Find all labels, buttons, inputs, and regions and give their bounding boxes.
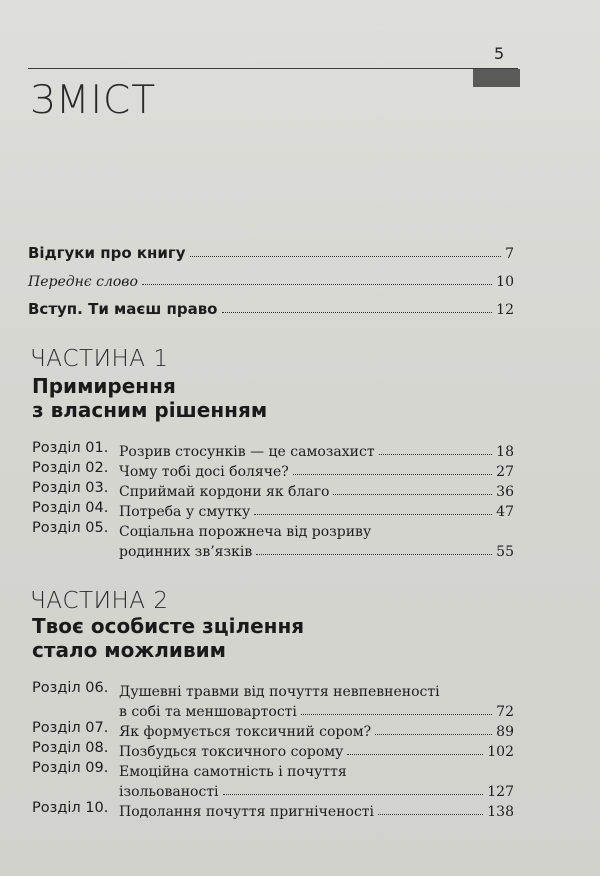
- dot-leader: [347, 753, 483, 755]
- chapter-label: Розділ 03.: [32, 480, 109, 496]
- dot-leader: [254, 513, 492, 515]
- part-title-line: Примирення: [32, 374, 176, 398]
- chapter-label: Розділ 02.: [32, 460, 109, 476]
- chapter-page: 102: [487, 744, 514, 760]
- toc-chapter-02[interactable]: [32, 460, 514, 480]
- chapter-label: Розділ 09.: [32, 760, 109, 776]
- chapter-page: 127: [487, 784, 514, 800]
- toc-entry-title: Відгуки про книгу: [28, 244, 186, 262]
- chapter-label: Розділ 01.: [32, 440, 109, 456]
- toc-entry-page: 7: [505, 246, 514, 262]
- header-rule: [28, 68, 518, 69]
- toc-chapter-03[interactable]: [32, 480, 514, 500]
- dot-leader: [378, 813, 483, 815]
- chapter-title: Розрив стосунків — це самозахист: [119, 444, 375, 460]
- chapter-page: 72: [496, 704, 514, 720]
- toc-chapter-08[interactable]: [32, 740, 514, 760]
- toc-entry-page: 10: [496, 274, 514, 290]
- toc-chapter-04[interactable]: [32, 500, 514, 520]
- chapter-label: Розділ 07.: [32, 720, 109, 736]
- part-label: ЧАСТИНА 1: [30, 346, 169, 372]
- toc-chapter-10[interactable]: [32, 800, 514, 820]
- toc-entry-introduction[interactable]: [28, 296, 514, 318]
- header-tab-marker: [473, 69, 520, 87]
- chapter-title: Соціальна порожнеча від розриву: [119, 524, 372, 540]
- toc-entry-title: Вступ. Ти маєш право: [28, 300, 218, 318]
- toc-entry-title: Переднє слово: [28, 274, 138, 290]
- toc-chapter-06[interactable]: [32, 680, 514, 720]
- toc-entry-foreword[interactable]: [28, 268, 514, 290]
- dot-leader: [375, 733, 492, 735]
- chapter-page: 89: [496, 724, 514, 740]
- toc-chapter-05[interactable]: [32, 520, 514, 560]
- part-title: [32, 374, 267, 422]
- dot-leader: [142, 283, 492, 285]
- chapter-title-continued: в собі та меншовартості: [119, 704, 297, 720]
- chapter-title-continued: ізольованості: [119, 784, 219, 800]
- chapter-title: Чому тобі досі боляче?: [119, 464, 289, 480]
- chapter-title: Душевні травми від почуття невпевненості: [119, 684, 440, 700]
- chapter-title: Емоційна самотність і почуття: [119, 764, 347, 780]
- part-title-line: з власним рішенням: [32, 398, 268, 422]
- chapter-title: Як формується токсичний сором?: [119, 724, 372, 740]
- chapter-page: 27: [496, 464, 514, 480]
- toc-entry-reviews[interactable]: [28, 240, 514, 262]
- chapter-title: Сприймай кордони як благо: [119, 484, 330, 500]
- part-title-line: стало можливим: [32, 638, 226, 662]
- chapter-label: Розділ 04.: [32, 500, 109, 516]
- dot-leader: [190, 255, 502, 257]
- part-title-line: Твоє особисте зцілення: [32, 614, 305, 638]
- part-title: [32, 614, 304, 662]
- dot-leader: [293, 473, 492, 475]
- chapter-title: Подолання почуття пригніченості: [119, 804, 375, 820]
- toc-entry-page: 12: [496, 302, 514, 318]
- chapter-label: Розділ 10.: [32, 800, 109, 816]
- page-title: ЗМІСТ: [30, 78, 157, 123]
- page-number: 5: [494, 44, 505, 63]
- chapter-label: Розділ 05.: [32, 520, 109, 536]
- chapter-title: Позбудься токсичного сорому: [119, 744, 344, 760]
- dot-leader: [256, 553, 492, 555]
- dot-leader: [301, 713, 492, 715]
- chapter-label: Розділ 06.: [32, 680, 109, 696]
- part-label: ЧАСТИНА 2: [30, 588, 169, 614]
- chapter-label: Розділ 08.: [32, 740, 109, 756]
- toc-chapter-01[interactable]: [32, 440, 514, 460]
- dot-leader: [379, 453, 493, 455]
- chapter-page: 138: [487, 804, 514, 820]
- chapter-title-continued: родинних зв’язків: [119, 544, 253, 560]
- dot-leader: [333, 493, 492, 495]
- dot-leader: [223, 793, 484, 795]
- toc-chapter-09[interactable]: [32, 760, 514, 800]
- dot-leader: [222, 311, 493, 313]
- chapter-page: 47: [496, 504, 514, 520]
- chapter-title: Потреба у смутку: [119, 504, 251, 520]
- toc-chapter-07[interactable]: [32, 720, 514, 740]
- chapter-page: 36: [496, 484, 514, 500]
- chapter-page: 55: [496, 544, 514, 560]
- chapter-page: 18: [496, 444, 514, 460]
